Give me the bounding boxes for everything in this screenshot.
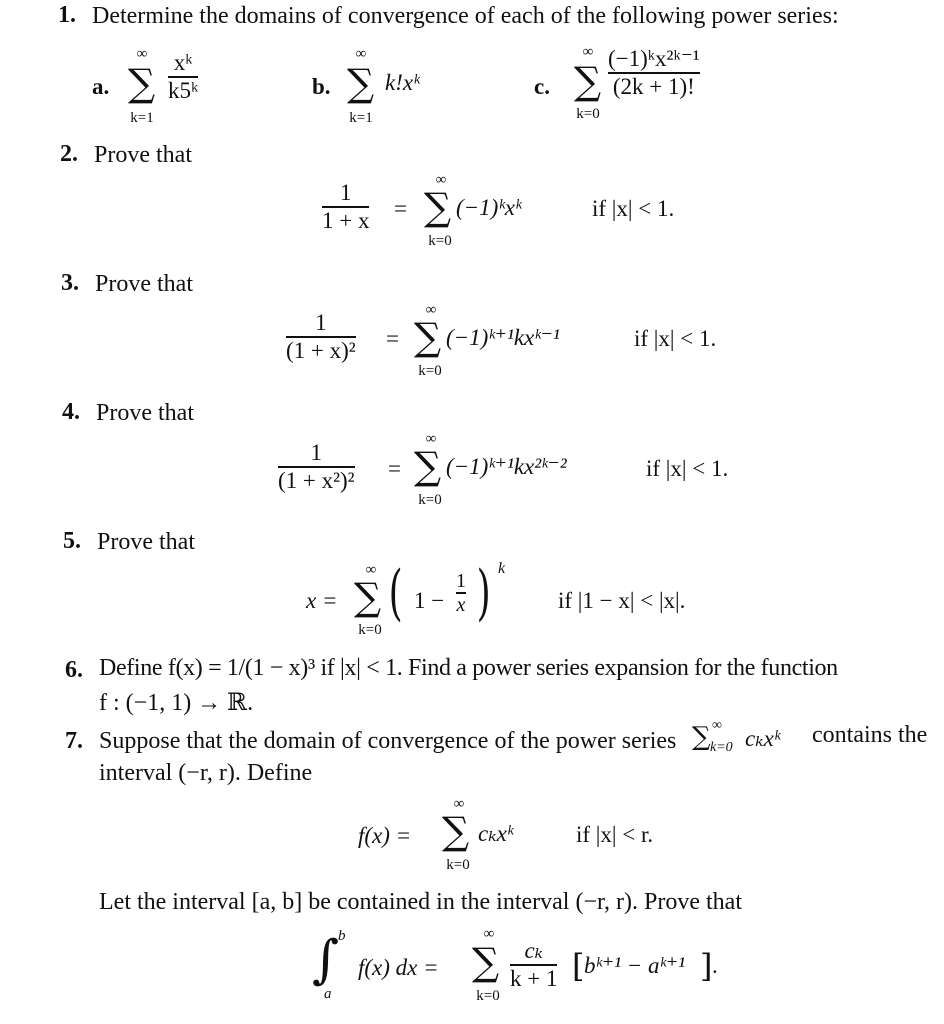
problem-3-lhs-fraction xyxy=(286,310,356,364)
bracket-term: bᵏ⁺¹ − aᵏ⁺¹ xyxy=(584,953,686,978)
equals-sign: = xyxy=(394,196,407,221)
inline-sum-term: cₖxᵏ xyxy=(745,726,781,751)
sigma-symbol: ∑ xyxy=(347,61,375,105)
left-paren: ( xyxy=(388,558,403,628)
problem-5-lhs: x = xyxy=(306,588,338,613)
problem-1c-fraction xyxy=(608,46,700,100)
numerator: 1 xyxy=(310,440,323,465)
problem-1b-term: k!xᵏ xyxy=(385,70,420,95)
end-period: . xyxy=(712,953,718,978)
sigma-symbol: ∑ xyxy=(128,61,156,105)
sum-lower: k=0 xyxy=(428,233,452,249)
sigma-symbol: ∑ xyxy=(442,809,470,853)
sigma-symbol: ∑ xyxy=(472,940,500,984)
problem-7-coef-fraction xyxy=(510,938,557,992)
problem-2-condition: if |x| < 1. xyxy=(592,196,675,221)
problem-2-text: Prove that xyxy=(94,142,192,168)
sum-upper: ∞ xyxy=(355,46,367,62)
sum-upper: ∞ xyxy=(136,46,148,62)
problem-5-inner-one: 1 − xyxy=(414,588,445,613)
sigma-symbol: ∑ xyxy=(424,185,452,229)
sum-upper: ∞ xyxy=(365,562,377,578)
problem-7-line-1a: Suppose that the domain of convergence of the power series xyxy=(99,728,677,754)
denominator: x xyxy=(456,593,466,616)
sigma-symbol: ∑ xyxy=(414,315,442,359)
denominator: 1 + x xyxy=(322,207,370,233)
problem-3-condition: if |x| < 1. xyxy=(634,326,717,351)
problem-7-eq-condition: if |x| < r. xyxy=(576,822,654,847)
sum-upper: ∞ xyxy=(425,431,437,447)
sum-upper: ∞ xyxy=(453,796,465,812)
sum-lower: k=1 xyxy=(349,110,373,126)
problem-1a-label: a. xyxy=(92,74,110,99)
problem-4-text: Prove that xyxy=(96,400,194,426)
inline-sum-upper: ∞ xyxy=(712,718,722,733)
sigma-symbol: ∑ xyxy=(574,59,602,103)
problem-2-term: (−1)ᵏxᵏ xyxy=(456,195,522,220)
problem-6-line-2: f : (−1, 1) → ℝ. xyxy=(99,690,254,716)
sum-upper: ∞ xyxy=(435,172,447,188)
problem-6-number: 6. xyxy=(65,657,83,683)
sum-lower: k=0 xyxy=(418,492,442,508)
sum-lower: k=0 xyxy=(476,988,500,1004)
problem-7-number: 7. xyxy=(65,728,83,754)
numerator: 1 xyxy=(315,310,327,335)
inline-sum-lower: k=0 xyxy=(710,740,733,755)
sum-lower: k=1 xyxy=(130,110,154,126)
inline-sigma-symbol: ∑ xyxy=(692,722,711,752)
problem-7-eq-lhs: f(x) = xyxy=(358,823,412,848)
sigma-symbol: ∑ xyxy=(414,444,442,488)
integral-expression: f(x) dx = xyxy=(358,955,439,980)
problem-6-line-1: Define f(x) = 1/(1 − x)³ if |x| < 1. Find a power series expansion for the function xyxy=(99,655,838,681)
problem-1c-label: c. xyxy=(534,74,550,99)
right-bracket: ] xyxy=(700,947,713,985)
right-paren: ) xyxy=(476,558,491,628)
denominator: (1 + x)² xyxy=(286,337,356,363)
numerator: cₖ xyxy=(524,938,544,963)
denominator: (2k + 1)! xyxy=(612,73,695,99)
sum-lower: k=0 xyxy=(576,106,600,122)
numerator: xᵏ xyxy=(173,50,193,75)
left-bracket: [ xyxy=(572,947,585,985)
integral-symbol: ∫ xyxy=(312,930,340,990)
problem-7-line-3: Let the interval [a, b] be contained in the interval (−r, r). Prove that xyxy=(99,889,742,915)
sum-upper: ∞ xyxy=(483,926,495,942)
problem-7-line-2: interval (−r, r). Define xyxy=(99,760,313,786)
problem-4-number: 4. xyxy=(62,399,80,425)
sum-lower: k=0 xyxy=(418,363,442,379)
equals-sign: = xyxy=(386,326,399,351)
denominator: k5ᵏ xyxy=(168,77,199,103)
problem-1-number: 1. xyxy=(58,2,76,28)
equals-sign: = xyxy=(388,456,401,481)
problem-1-text: Determine the domains of convergence of each of the following power series: xyxy=(92,3,839,29)
denominator: (1 + x²)² xyxy=(278,467,355,493)
numerator: (−1)ᵏx²ᵏ⁻¹ xyxy=(608,46,700,71)
problem-5-condition: if |1 − x| < |x|. xyxy=(558,588,686,613)
problem-5-power: k xyxy=(498,560,506,577)
problem-7-eq-term: cₖxᵏ xyxy=(478,821,514,846)
sum-lower: k=0 xyxy=(358,622,382,638)
problem-5-number: 5. xyxy=(63,528,81,554)
integral-upper: b xyxy=(338,928,346,944)
problem-5-text: Prove that xyxy=(97,529,195,555)
problem-3-text: Prove that xyxy=(95,271,193,297)
integral-lower: a xyxy=(324,986,332,1002)
sum-upper: ∞ xyxy=(425,302,437,318)
numerator: 1 xyxy=(339,180,352,205)
denominator: k + 1 xyxy=(510,965,558,991)
problem-3-number: 3. xyxy=(61,270,79,296)
problem-5-inner-fraction xyxy=(456,570,466,616)
sum-lower: k=0 xyxy=(446,857,470,873)
numerator: 1 xyxy=(456,570,466,592)
problem-7-line-1b: contains the xyxy=(812,722,928,748)
problem-3-term: (−1)ᵏ⁺¹kxᵏ⁻¹ xyxy=(446,325,560,350)
problem-4-term: (−1)ᵏ⁺¹kx²ᵏ⁻² xyxy=(446,454,567,479)
problem-2-number: 2. xyxy=(60,141,78,167)
sum-upper: ∞ xyxy=(582,44,594,60)
problem-4-condition: if |x| < 1. xyxy=(646,456,729,481)
problem-1a-fraction xyxy=(168,50,198,104)
problem-4-lhs-fraction xyxy=(278,440,355,494)
sigma-symbol: ∑ xyxy=(354,575,382,619)
problem-2-lhs-fraction xyxy=(322,180,369,234)
problem-1b-label: b. xyxy=(312,74,331,99)
